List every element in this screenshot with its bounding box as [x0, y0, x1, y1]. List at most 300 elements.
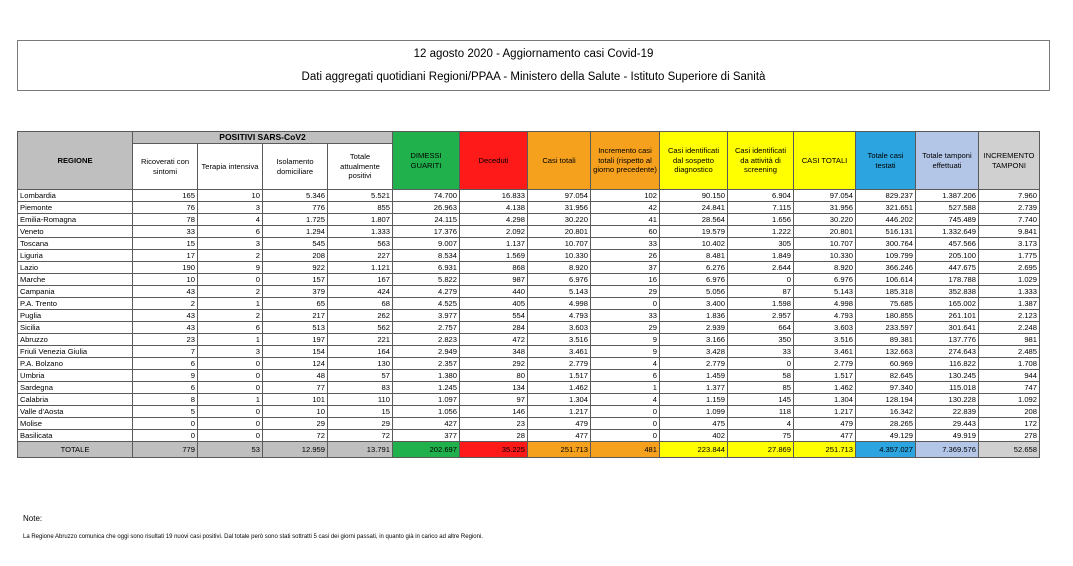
- table-cell: 3.461: [528, 346, 591, 358]
- table-cell: 1.056: [393, 406, 460, 418]
- table-cell: 1.459: [660, 370, 728, 382]
- table-cell: 221: [328, 334, 393, 346]
- table-cell: 3.428: [660, 346, 728, 358]
- table-cell: 1.217: [528, 406, 591, 418]
- table-cell: 124: [263, 358, 328, 370]
- table-cell: 2.823: [393, 334, 460, 346]
- table-cell: 4.525: [393, 298, 460, 310]
- table-cell: 26.963: [393, 202, 460, 214]
- table-cell: 16.833: [460, 190, 528, 202]
- table-cell: 24.115: [393, 214, 460, 226]
- table-cell: 479: [794, 418, 856, 430]
- table-row: [18, 202, 1040, 214]
- table-cell: 10: [133, 274, 198, 286]
- table-cell: 4.793: [528, 310, 591, 322]
- table-cell: 301.641: [916, 322, 979, 334]
- table-cell: 1.159: [660, 394, 728, 406]
- table-cell: 440: [460, 286, 528, 298]
- table-cell: 2: [198, 310, 263, 322]
- table-cell: 10.330: [528, 250, 591, 262]
- region-name: P.A. Trento: [18, 298, 133, 310]
- table-cell: 31.956: [794, 202, 856, 214]
- table-cell: 65: [263, 298, 328, 310]
- region-name: Liguria: [18, 250, 133, 262]
- table-cell: 3.461: [794, 346, 856, 358]
- table-cell: 516.131: [856, 226, 916, 238]
- table-cell: 74.700: [393, 190, 460, 202]
- table-cell: 33: [728, 346, 794, 358]
- table-cell: 4: [591, 358, 660, 370]
- table-cell: 1.656: [728, 214, 794, 226]
- table-cell: 205.100: [916, 250, 979, 262]
- table-cell: 1.029: [979, 274, 1040, 286]
- table-cell: 13.791: [328, 442, 393, 458]
- table-row: [18, 346, 1040, 358]
- table-cell: 2: [133, 298, 198, 310]
- table-cell: 178.788: [916, 274, 979, 286]
- table-cell: 23: [133, 334, 198, 346]
- table-cell: 1.245: [393, 382, 460, 394]
- region-name: Umbria: [18, 370, 133, 382]
- table-cell: 1: [198, 298, 263, 310]
- table-cell: 3.400: [660, 298, 728, 310]
- table-cell: 17: [133, 250, 198, 262]
- table-cell: 0: [728, 358, 794, 370]
- table-cell: 164: [328, 346, 393, 358]
- table-row: [18, 298, 1040, 310]
- table-row: [18, 322, 1040, 334]
- table-cell: 1.377: [660, 382, 728, 394]
- table-cell: 2.939: [660, 322, 728, 334]
- table-cell: 477: [794, 430, 856, 442]
- table-cell: 5: [133, 406, 198, 418]
- table-cell: 72: [328, 430, 393, 442]
- table-row: [18, 358, 1040, 370]
- table-cell: 350: [728, 334, 794, 346]
- table-cell: 944: [979, 370, 1040, 382]
- table-cell: 352.838: [916, 286, 979, 298]
- table-row: [18, 238, 1040, 250]
- table-cell: 157: [263, 274, 328, 286]
- page-title: 12 agosto 2020 - Aggiornamento casi Covid-19: [413, 48, 654, 60]
- table-cell: 37: [591, 262, 660, 274]
- table-cell: 115.018: [916, 382, 979, 394]
- table-cell: 17.376: [393, 226, 460, 238]
- table-cell: 16: [591, 274, 660, 286]
- region-name: Lombardia: [18, 190, 133, 202]
- table-cell: 24.841: [660, 202, 728, 214]
- table-cell: 30.220: [794, 214, 856, 226]
- table-cell: 447.675: [916, 262, 979, 274]
- table-cell: 109.799: [856, 250, 916, 262]
- table-cell: 6: [198, 322, 263, 334]
- table-cell: 1: [198, 334, 263, 346]
- region-name: Toscana: [18, 238, 133, 250]
- col-header-dimessi: DIMESSI GUARITI: [393, 132, 460, 190]
- table-row: [18, 274, 1040, 286]
- table-cell: 78: [133, 214, 198, 226]
- table-cell: 292: [460, 358, 528, 370]
- table-cell: 165: [133, 190, 198, 202]
- table-cell: 6: [133, 358, 198, 370]
- table-cell: 185.318: [856, 286, 916, 298]
- table-cell: 28: [460, 430, 528, 442]
- table-cell: 29: [328, 418, 393, 430]
- table-cell: 554: [460, 310, 528, 322]
- table-cell: 981: [979, 334, 1040, 346]
- table-cell: 2.485: [979, 346, 1040, 358]
- table-cell: 49.129: [856, 430, 916, 442]
- table-cell: 29: [263, 418, 328, 430]
- table-cell: 402: [660, 430, 728, 442]
- region-name: Abruzzo: [18, 334, 133, 346]
- table-cell: 1.708: [979, 358, 1040, 370]
- table-cell: 15: [328, 406, 393, 418]
- table-cell: 2.779: [528, 358, 591, 370]
- table-cell: 6.931: [393, 262, 460, 274]
- table-cell: 776: [263, 202, 328, 214]
- col-header-ricoverati: Ricoverati con sintomi: [133, 144, 198, 190]
- table-cell: 3.173: [979, 238, 1040, 250]
- table-cell: 130: [328, 358, 393, 370]
- table-cell: 180.855: [856, 310, 916, 322]
- table-cell: 4.298: [460, 214, 528, 226]
- table-cell: 137.776: [916, 334, 979, 346]
- table-cell: 300.764: [856, 238, 916, 250]
- table-cell: 2: [198, 286, 263, 298]
- table-cell: 6: [591, 370, 660, 382]
- table-cell: 0: [198, 358, 263, 370]
- table-cell: 7.369.576: [916, 442, 979, 458]
- table-cell: 527.588: [916, 202, 979, 214]
- table-cell: 72: [263, 430, 328, 442]
- table-cell: 2.357: [393, 358, 460, 370]
- table-cell: 1.836: [660, 310, 728, 322]
- table-cell: 0: [198, 274, 263, 286]
- table-cell: 664: [728, 322, 794, 334]
- table-cell: 481: [591, 442, 660, 458]
- table-cell: 405: [460, 298, 528, 310]
- table-cell: 922: [263, 262, 328, 274]
- col-header-casi-testati: Totale casi testati: [856, 132, 916, 190]
- table-cell: 1.333: [328, 226, 393, 238]
- table-cell: 4.998: [794, 298, 856, 310]
- col-header-isolamento: Isolamento domiciliare: [263, 144, 328, 190]
- table-cell: 2.644: [728, 262, 794, 274]
- table-cell: 12.959: [263, 442, 328, 458]
- table-cell: 130.245: [916, 370, 979, 382]
- table-cell: 1.569: [460, 250, 528, 262]
- table-cell: 472: [460, 334, 528, 346]
- table-cell: 0: [133, 418, 198, 430]
- table-cell: 1: [198, 394, 263, 406]
- table-cell: 20.801: [794, 226, 856, 238]
- table-cell: 1.462: [794, 382, 856, 394]
- table-cell: 10.707: [528, 238, 591, 250]
- table-cell: 15: [133, 238, 198, 250]
- table-cell: 53: [198, 442, 263, 458]
- table-cell: 1.462: [528, 382, 591, 394]
- table-cell: 0: [198, 382, 263, 394]
- table-cell: 6.276: [660, 262, 728, 274]
- table-cell: 2.757: [393, 322, 460, 334]
- table-cell: 1.387: [979, 298, 1040, 310]
- table-cell: 0: [198, 418, 263, 430]
- col-header-terapia: Terapia intensiva: [198, 144, 263, 190]
- region-name: Basilicata: [18, 430, 133, 442]
- table-row: [18, 406, 1040, 418]
- table-cell: 132.663: [856, 346, 916, 358]
- table-cell: 2.957: [728, 310, 794, 322]
- table-cell: 1.380: [393, 370, 460, 382]
- table-cell: 4: [591, 394, 660, 406]
- table-cell: 87: [728, 286, 794, 298]
- table-cell: 1.387.206: [916, 190, 979, 202]
- table-cell: 3: [198, 238, 263, 250]
- region-name: Campania: [18, 286, 133, 298]
- table-cell: 0: [728, 274, 794, 286]
- table-cell: 1.775: [979, 250, 1040, 262]
- table-row: [18, 418, 1040, 430]
- table-cell: 9.007: [393, 238, 460, 250]
- covid-table: [17, 131, 1040, 458]
- table-cell: 1.725: [263, 214, 328, 226]
- table-cell: 868: [460, 262, 528, 274]
- col-header-casi-totali: Casi totali: [528, 132, 591, 190]
- table-cell: 1.294: [263, 226, 328, 238]
- total-row: [18, 442, 1040, 458]
- table-cell: 3.166: [660, 334, 728, 346]
- region-name: Marche: [18, 274, 133, 286]
- table-cell: 75.685: [856, 298, 916, 310]
- region-name: Puglia: [18, 310, 133, 322]
- table-cell: 43: [133, 322, 198, 334]
- region-name: Calabria: [18, 394, 133, 406]
- table-cell: 5.346: [263, 190, 328, 202]
- table-cell: 49.919: [916, 430, 979, 442]
- table-row: [18, 286, 1040, 298]
- table-cell: 101: [263, 394, 328, 406]
- table-cell: 110: [328, 394, 393, 406]
- table-cell: 10.402: [660, 238, 728, 250]
- table-cell: 829.237: [856, 190, 916, 202]
- table-cell: 1.099: [660, 406, 728, 418]
- table-cell: 457.566: [916, 238, 979, 250]
- table-cell: 0: [198, 370, 263, 382]
- region-name: Lazio: [18, 262, 133, 274]
- table-cell: 10.330: [794, 250, 856, 262]
- table-cell: 128.194: [856, 394, 916, 406]
- table-cell: 58: [728, 370, 794, 382]
- table-cell: 779: [133, 442, 198, 458]
- table-cell: 97.340: [856, 382, 916, 394]
- table-cell: 745.489: [916, 214, 979, 226]
- table-cell: 987: [460, 274, 528, 286]
- table-cell: 9: [591, 334, 660, 346]
- table-cell: 146: [460, 406, 528, 418]
- region-name: Piemonte: [18, 202, 133, 214]
- table-cell: 23: [460, 418, 528, 430]
- table-cell: 479: [528, 418, 591, 430]
- col-header-tamponi: Totale tamponi effettuati: [916, 132, 979, 190]
- table-cell: 7.960: [979, 190, 1040, 202]
- table-cell: 251.713: [528, 442, 591, 458]
- table-cell: 42: [591, 202, 660, 214]
- table-cell: 424: [328, 286, 393, 298]
- table-cell: 855: [328, 202, 393, 214]
- table-cell: 4: [198, 214, 263, 226]
- table-cell: 1.121: [328, 262, 393, 274]
- table-cell: 2.739: [979, 202, 1040, 214]
- table-cell: 427: [393, 418, 460, 430]
- table-cell: 28.564: [660, 214, 728, 226]
- table-cell: 1.598: [728, 298, 794, 310]
- table-cell: 208: [979, 406, 1040, 418]
- table-cell: 6.904: [728, 190, 794, 202]
- table-cell: 90.150: [660, 190, 728, 202]
- table-cell: 2.695: [979, 262, 1040, 274]
- table-cell: 4.138: [460, 202, 528, 214]
- table-cell: 562: [328, 322, 393, 334]
- table-cell: 278: [979, 430, 1040, 442]
- table-cell: 9: [133, 370, 198, 382]
- table-cell: 7.115: [728, 202, 794, 214]
- table-cell: 60.969: [856, 358, 916, 370]
- table-cell: 5.521: [328, 190, 393, 202]
- table-cell: 2.779: [660, 358, 728, 370]
- col-header-sospetto-diagnostico: Casi identificati dal sospetto diagnostico: [660, 132, 728, 190]
- table-cell: 1.517: [528, 370, 591, 382]
- table-cell: 35.225: [460, 442, 528, 458]
- table-cell: 2.123: [979, 310, 1040, 322]
- table-cell: 28.265: [856, 418, 916, 430]
- table-cell: 29.443: [916, 418, 979, 430]
- table-row: [18, 370, 1040, 382]
- table-cell: 26: [591, 250, 660, 262]
- table-cell: 4.357.027: [856, 442, 916, 458]
- notes-label: Note:: [23, 514, 43, 523]
- table-cell: 1.849: [728, 250, 794, 262]
- table-cell: 6: [133, 382, 198, 394]
- table-cell: 118: [728, 406, 794, 418]
- table-cell: 5.143: [528, 286, 591, 298]
- table-cell: 1.137: [460, 238, 528, 250]
- table-cell: 4.279: [393, 286, 460, 298]
- table-cell: 274.643: [916, 346, 979, 358]
- table-cell: 130.228: [916, 394, 979, 406]
- table-cell: 563: [328, 238, 393, 250]
- col-header-incremento-casi: Incremento casi totali (rispetto al giorno precedente): [591, 132, 660, 190]
- table-cell: 85: [728, 382, 794, 394]
- table-cell: 10: [198, 190, 263, 202]
- table-cell: 43: [133, 286, 198, 298]
- table-cell: 33: [591, 310, 660, 322]
- table-cell: 6.976: [794, 274, 856, 286]
- table-cell: 116.822: [916, 358, 979, 370]
- table-row: [18, 190, 1040, 202]
- table-cell: 3.603: [794, 322, 856, 334]
- table-cell: 68: [328, 298, 393, 310]
- table-row: [18, 382, 1040, 394]
- table-cell: 5.056: [660, 286, 728, 298]
- table-cell: 348: [460, 346, 528, 358]
- table-cell: 1.807: [328, 214, 393, 226]
- table-cell: 446.202: [856, 214, 916, 226]
- table-cell: 1: [591, 382, 660, 394]
- table-cell: 9: [591, 346, 660, 358]
- table-cell: 3.603: [528, 322, 591, 334]
- table-cell: 2.949: [393, 346, 460, 358]
- table-cell: 80: [460, 370, 528, 382]
- table-cell: 4: [728, 418, 794, 430]
- table-row: [18, 430, 1040, 442]
- table-cell: 43: [133, 310, 198, 322]
- table-cell: 1.517: [794, 370, 856, 382]
- table-cell: 477: [528, 430, 591, 442]
- region-name: Veneto: [18, 226, 133, 238]
- table-cell: 513: [263, 322, 328, 334]
- table-cell: 208: [263, 250, 328, 262]
- table-cell: 4.793: [794, 310, 856, 322]
- table-cell: 27.869: [728, 442, 794, 458]
- table-cell: 29: [591, 322, 660, 334]
- table-cell: 33: [591, 238, 660, 250]
- total-label: TOTALE: [18, 442, 133, 458]
- notes-text: La Regione Abruzzo comunica che oggi sono risultati 19 nuovi casi positivi. Dal totale però sono stati sottratti 5 casi dei giorni passati, in quanto già in carico ad altre Regioni.: [23, 534, 483, 540]
- table-cell: 747: [979, 382, 1040, 394]
- table-row: [18, 226, 1040, 238]
- table-cell: 8.920: [528, 262, 591, 274]
- table-cell: 41: [591, 214, 660, 226]
- table-cell: 52.658: [979, 442, 1040, 458]
- table-cell: 233.597: [856, 322, 916, 334]
- table-cell: 2.248: [979, 322, 1040, 334]
- table-cell: 0: [198, 406, 263, 418]
- table-cell: 284: [460, 322, 528, 334]
- table-cell: 3: [198, 346, 263, 358]
- table-cell: 0: [591, 406, 660, 418]
- table-cell: 5.822: [393, 274, 460, 286]
- table-cell: 8.481: [660, 250, 728, 262]
- table-cell: 2: [198, 250, 263, 262]
- table-cell: 2.779: [794, 358, 856, 370]
- table-cell: 1.304: [794, 394, 856, 406]
- table-cell: 227: [328, 250, 393, 262]
- table-cell: 20.801: [528, 226, 591, 238]
- table-cell: 76: [133, 202, 198, 214]
- region-name: Molise: [18, 418, 133, 430]
- group-header-positivi: POSITIVI SARS-CoV2: [133, 132, 393, 144]
- table-cell: 190: [133, 262, 198, 274]
- table-row: [18, 310, 1040, 322]
- col-header-regione: REGIONE: [18, 132, 133, 190]
- region-name: Valle d'Aosta: [18, 406, 133, 418]
- table-cell: 3.516: [794, 334, 856, 346]
- region-name: Sicilia: [18, 322, 133, 334]
- table-cell: 29: [591, 286, 660, 298]
- table-cell: 217: [263, 310, 328, 322]
- table-row: [18, 394, 1040, 406]
- table-cell: 0: [591, 430, 660, 442]
- table-cell: 0: [591, 298, 660, 310]
- table-cell: 475: [660, 418, 728, 430]
- table-cell: 6.976: [528, 274, 591, 286]
- table-cell: 33: [133, 226, 198, 238]
- table-cell: 377: [393, 430, 460, 442]
- table-cell: 172: [979, 418, 1040, 430]
- table-cell: 154: [263, 346, 328, 358]
- table-cell: 83: [328, 382, 393, 394]
